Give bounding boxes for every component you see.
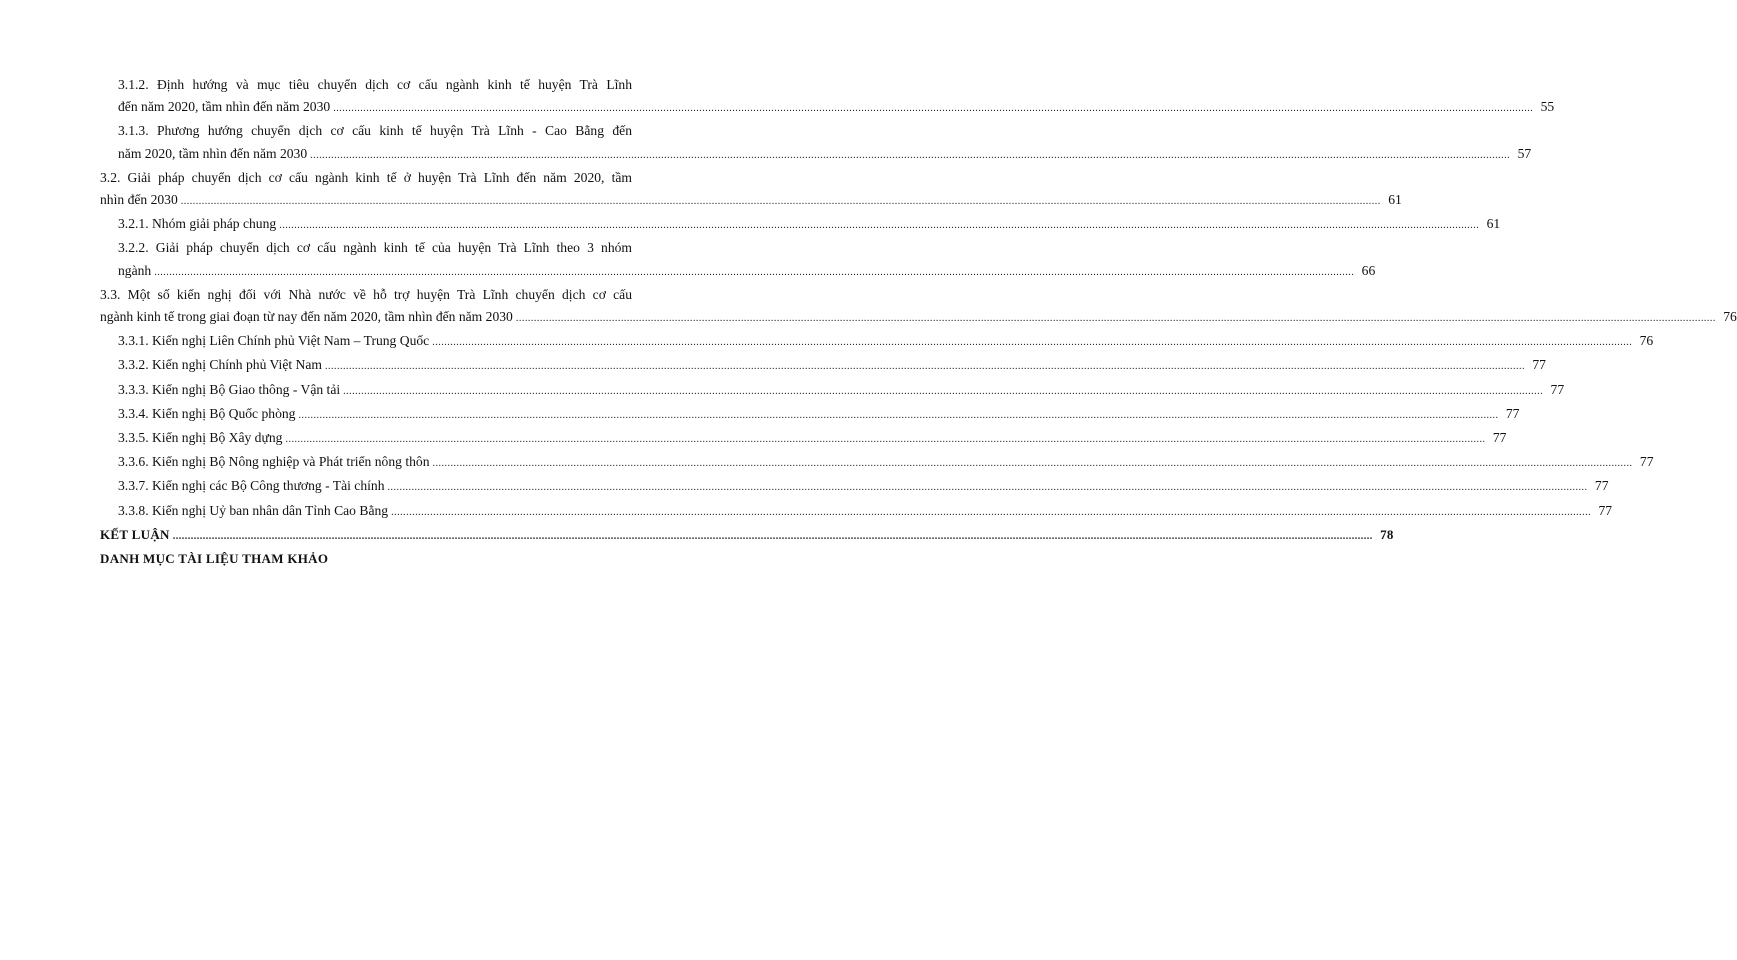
toc-page-number: 77 — [1505, 405, 1520, 421]
toc-entry-text: 3.1.3. Phương hướng chuyển dịch cơ cấu kinh tế huyện Trà Lĩnh - Cao Bằng đến — [118, 123, 632, 139]
toc-page-number: 61 — [1388, 192, 1402, 208]
toc-entry — [100, 451, 1654, 475]
toc-entry-text: 3.3.4. Kiến nghị Bộ Quốc phòng — [118, 405, 296, 421]
toc-page-number: 77 — [1598, 502, 1613, 518]
toc-page-number: 76 — [1639, 333, 1654, 349]
toc-page-number: 77 — [1550, 381, 1565, 397]
toc-entry — [100, 167, 1402, 213]
dot-leader: ................................................................................................................................................................................................................................................................................................................................................................................................................ — [310, 149, 1511, 161]
toc-entry-text: 3.2.2. Giải pháp chuyển dịch cơ cấu ngành kinh tế của huyện Trà Lĩnh theo 3 nhóm — [118, 240, 632, 256]
dot-leader: ................................................................................................................................................................................................................................................................................................................................................................................................................ — [432, 337, 1633, 349]
toc-entry-text: ngành — [118, 262, 152, 278]
dot-leader: ................................................................................................................................................................................................................................................................................................................................................................................................................ — [515, 313, 1716, 325]
toc-page-number: 77 — [1532, 357, 1546, 373]
toc-entry-text: ngành kinh tế trong giai đoạn từ nay đến năm 2020, tầm nhìn đến năm 2030 — [100, 309, 513, 325]
dot-leader: ................................................................................................................................................................................................................................................................................................................................................................................................................ — [343, 385, 1544, 397]
toc-page-number: 55 — [1540, 99, 1555, 115]
toc-page-number: 57 — [1517, 145, 1532, 161]
toc-entry-text: 3.3.3. Kiến nghị Bộ Giao thông - Vận tải — [118, 381, 341, 397]
toc-entry — [100, 213, 1501, 237]
dot-leader: ................................................................................................................................................................................................................................................................................................................................................................................................................ — [333, 103, 1534, 115]
dot-leader: ................................................................................................................................................................................................................................................................................................................................................................................................................ — [298, 409, 1499, 421]
dot-leader: ................................................................................................................................................................................................................................................................................................................................................................................................................ — [432, 458, 1633, 470]
toc-entry-text: 3.3.2. Kiến nghị Chính phủ Việt Nam — [118, 357, 322, 373]
toc-entry — [100, 524, 1394, 548]
toc-entry-text: 3.3. Một số kiến nghị đối với Nhà nước về hỗ trợ huyện Trà Lĩnh chuyển dịch cơ cấu — [100, 286, 632, 302]
toc-entry-text: 3.3.7. Kiến nghị các Bộ Công thương - Tài chính — [118, 478, 385, 494]
toc-entry-text: 3.1.2. Định hướng và mục tiêu chuyển dịch cơ cấu ngành kinh tế huyện Trà Lĩnh — [118, 77, 632, 92]
toc-page-number: 66 — [1361, 262, 1376, 278]
toc-entry — [100, 237, 1376, 283]
toc-entry-text: 3.3.8. Kiến nghị Uỷ ban nhân dân Tỉnh Cao Bằng — [118, 502, 389, 518]
toc-entry-text: KẾT LUẬN — [100, 526, 170, 542]
toc-page-number: 77 — [1492, 430, 1507, 446]
dot-leader: ................................................................................................................................................................................................................................................................................................................................................................................................................ — [391, 506, 1592, 518]
toc-entry-text: 3.3.6. Kiến nghị Bộ Nông nghiệp và Phát triển nông thôn — [118, 454, 430, 470]
toc-entry — [100, 427, 1507, 451]
dot-leader: ................................................................................................................................................................................................................................................................................................................................................................................................................ — [279, 220, 1480, 232]
dot-leader: ................................................................................................................................................................................................................................................................................................................................................................................................................ — [285, 434, 1486, 446]
dot-leader: ................................................................................................................................................................................................................................................................................................................................................................................................................ — [172, 530, 1373, 542]
dot-leader: ................................................................................................................................................................................................................................................................................................................................................................................................................ — [387, 482, 1588, 494]
toc-entry-text: nhìn đến 2030 — [100, 192, 178, 208]
toc-entry — [100, 120, 1532, 166]
toc-entry-text: đến năm 2020, tầm nhìn đến năm 2030 — [118, 99, 331, 115]
toc-entry-text: năm 2020, tầm nhìn đến năm 2030 — [118, 145, 308, 161]
dot-leader: ................................................................................................................................................................................................................................................................................................................................................................................................................ — [324, 361, 1525, 373]
toc-entry-text: 3.3.1. Kiến nghị Liên Chính phủ Việt Nam – Trung Quốc — [118, 333, 430, 349]
toc-entry — [100, 354, 1546, 378]
toc-entry-text: 3.2. Giải pháp chuyển dịch cơ cấu ngành kinh tế ở huyện Trà Lĩnh đến năm 2020, tầm — [100, 169, 632, 185]
toc-page-number: 61 — [1486, 216, 1501, 232]
dot-leader: ................................................................................................................................................................................................................................................................................................................................................................................................................ — [180, 196, 1381, 208]
toc-page-number: 77 — [1639, 454, 1654, 470]
toc-entry — [100, 379, 1565, 403]
dot-leader: ................................................................................................................................................................................................................................................................................................................................................................................................................ — [154, 266, 1355, 278]
toc-entry-text: 3.3.5. Kiến nghị Bộ Xây dựng — [118, 430, 283, 446]
toc-entry — [100, 548, 632, 570]
toc-entry — [100, 74, 1555, 120]
toc-entry — [100, 500, 1613, 524]
toc-entry-text: DANH MỤC TÀI LIỆU THAM KHẢO — [100, 551, 329, 567]
toc-page-number: 78 — [1380, 526, 1394, 542]
toc-page-number: 77 — [1594, 478, 1609, 494]
toc-entry-text: 3.2.1. Nhóm giải pháp chung — [118, 216, 277, 232]
table-of-contents — [100, 74, 1737, 570]
toc-entry — [100, 284, 1737, 330]
toc-entry — [100, 403, 1520, 427]
toc-entry — [100, 330, 1654, 354]
toc-entry — [100, 475, 1609, 499]
toc-page-number: 76 — [1723, 309, 1737, 325]
